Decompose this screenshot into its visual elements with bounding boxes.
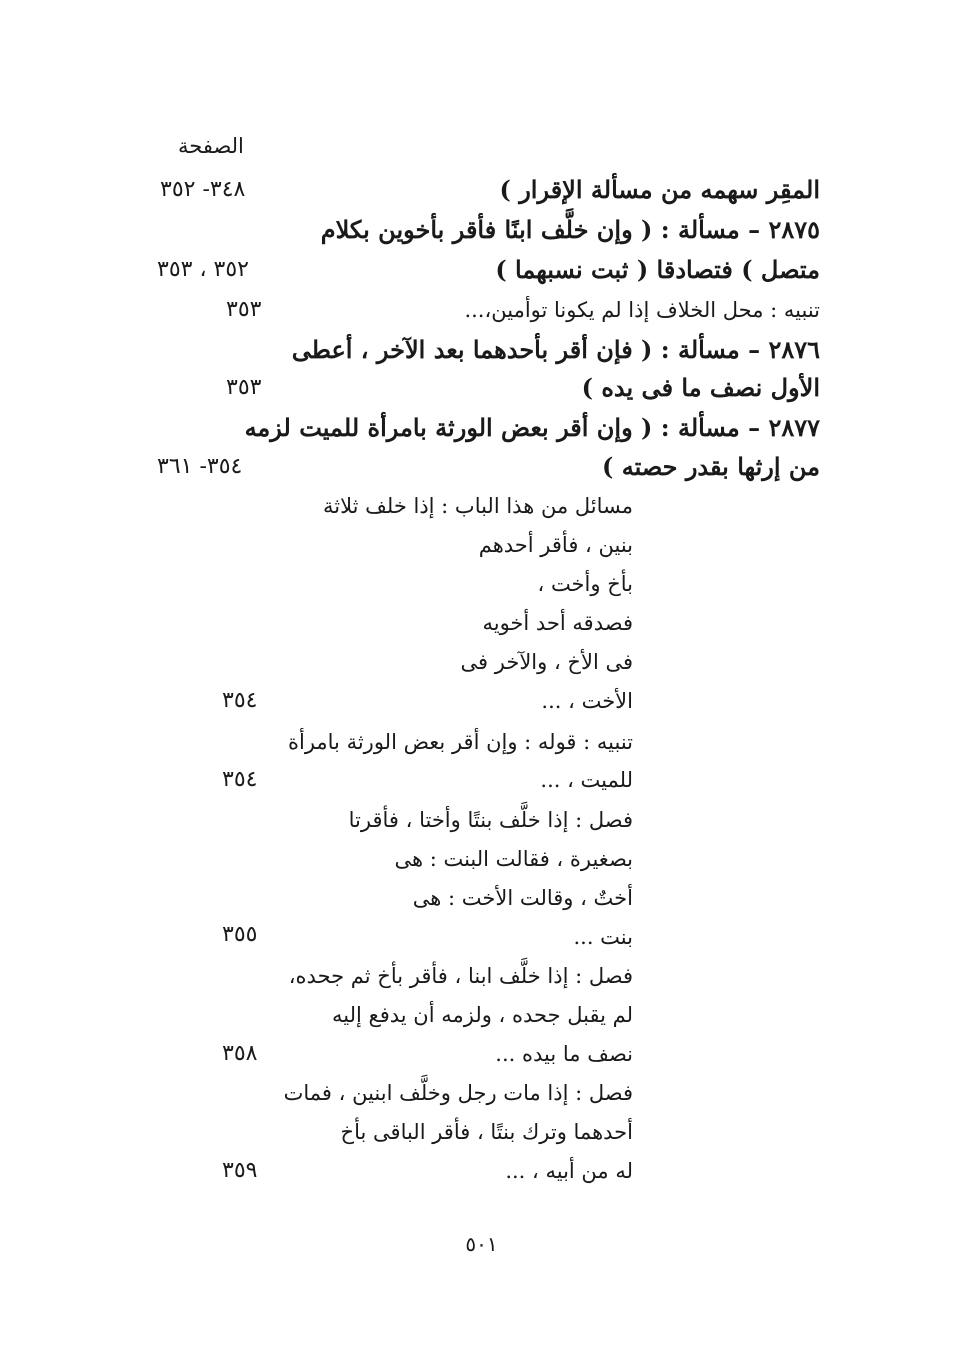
entry-line-13: فى الأخ ، والآخر فى bbox=[460, 650, 633, 674]
entry-line-15: تنبيه : قوله : وإن أقر بعض الورثة بامرأة bbox=[287, 730, 633, 754]
entry-line-2: ٢٨٧٥ – مسألة : ( وإن خلَّف ابنًا فأقر بأخوين بكلام bbox=[320, 215, 820, 244]
entry-line-19: أختٌ ، وقالت الأخت : هى bbox=[412, 886, 633, 910]
entry-line-24: فصل : إذا مات رجل وخلَّف ابنين ، فمات bbox=[283, 1081, 633, 1105]
entry-line-1: المقِر سهمه من مسألة الإقرار ) bbox=[499, 175, 820, 204]
page-ref-8: ٣٥٤- ٣٦١ bbox=[157, 454, 243, 479]
page-ref-14: ٣٥٤ bbox=[222, 688, 258, 713]
page-column-header: الصفحة bbox=[178, 134, 244, 158]
entry-line-25: أحدهما وترك بنتًا ، فأقر الباقى بأخ bbox=[340, 1120, 633, 1144]
entry-line-18: بصغيرة ، فقالت البنت : هى bbox=[394, 847, 633, 871]
page-ref-16: ٣٥٤ bbox=[222, 767, 258, 792]
entry-line-16: للميت ، ... bbox=[540, 768, 633, 792]
entry-line-3: متصل ) فتصادقا ( ثبت نسبهما ) bbox=[495, 255, 820, 284]
entry-line-6: الأول نصف ما فى يده ) bbox=[581, 373, 820, 402]
entry-line-21: فصل : إذا خلَّف ابنا ، فأقر بأخ ثم جحده، bbox=[288, 964, 633, 988]
entry-line-11: بأخ وأخت ، bbox=[537, 572, 633, 596]
page-ref-3: ٣٥٢ ، ٣٥٣ bbox=[157, 257, 249, 282]
entry-line-26: له من أبيه ، ... bbox=[505, 1159, 633, 1183]
page-ref-4: ٣٥٣ bbox=[226, 297, 262, 322]
entry-line-4: تنبيه : محل الخلاف إذا لم يكونا توأمين،... bbox=[464, 298, 820, 322]
entry-line-12: فصدقه أحد أخويه bbox=[482, 611, 633, 635]
entry-line-9: مسائل من هذا الباب : إذا خلف ثلاثة bbox=[322, 494, 633, 518]
entry-line-14: الأخت ، ... bbox=[541, 689, 633, 713]
page-ref-23: ٣٥٨ bbox=[222, 1041, 258, 1066]
entry-line-22: لم يقبل جحده ، ولزمه أن يدفع إليه bbox=[332, 1003, 633, 1027]
entry-line-5: ٢٨٧٦ – مسألة : ( فإن أقر بأحدهما بعد الآخر ، أعطى bbox=[291, 335, 820, 364]
entry-line-10: بنين ، فأقر أحدهم bbox=[478, 533, 633, 557]
page-ref-6: ٣٥٣ bbox=[226, 375, 262, 400]
page-ref-1: ٣٤٨- ٣٥٢ bbox=[160, 177, 246, 202]
page-ref-26: ٣٥٩ bbox=[222, 1158, 258, 1183]
entry-line-20: بنت ... bbox=[573, 925, 633, 949]
page-number: ٥٠١ bbox=[465, 1232, 498, 1256]
entry-line-7: ٢٨٧٧ – مسألة : ( وإن أقر بعض الورثة بامرأة للميت لزمه bbox=[244, 413, 820, 442]
entry-line-8: من إرثها بقدر حصته ) bbox=[602, 452, 820, 481]
entry-line-23: نصف ما بيده ... bbox=[495, 1042, 633, 1066]
page-ref-20: ٣٥٥ bbox=[222, 922, 258, 947]
entry-line-17: فصل : إذا خلَّف بنتًا وأختا ، فأقرتا bbox=[348, 808, 633, 832]
